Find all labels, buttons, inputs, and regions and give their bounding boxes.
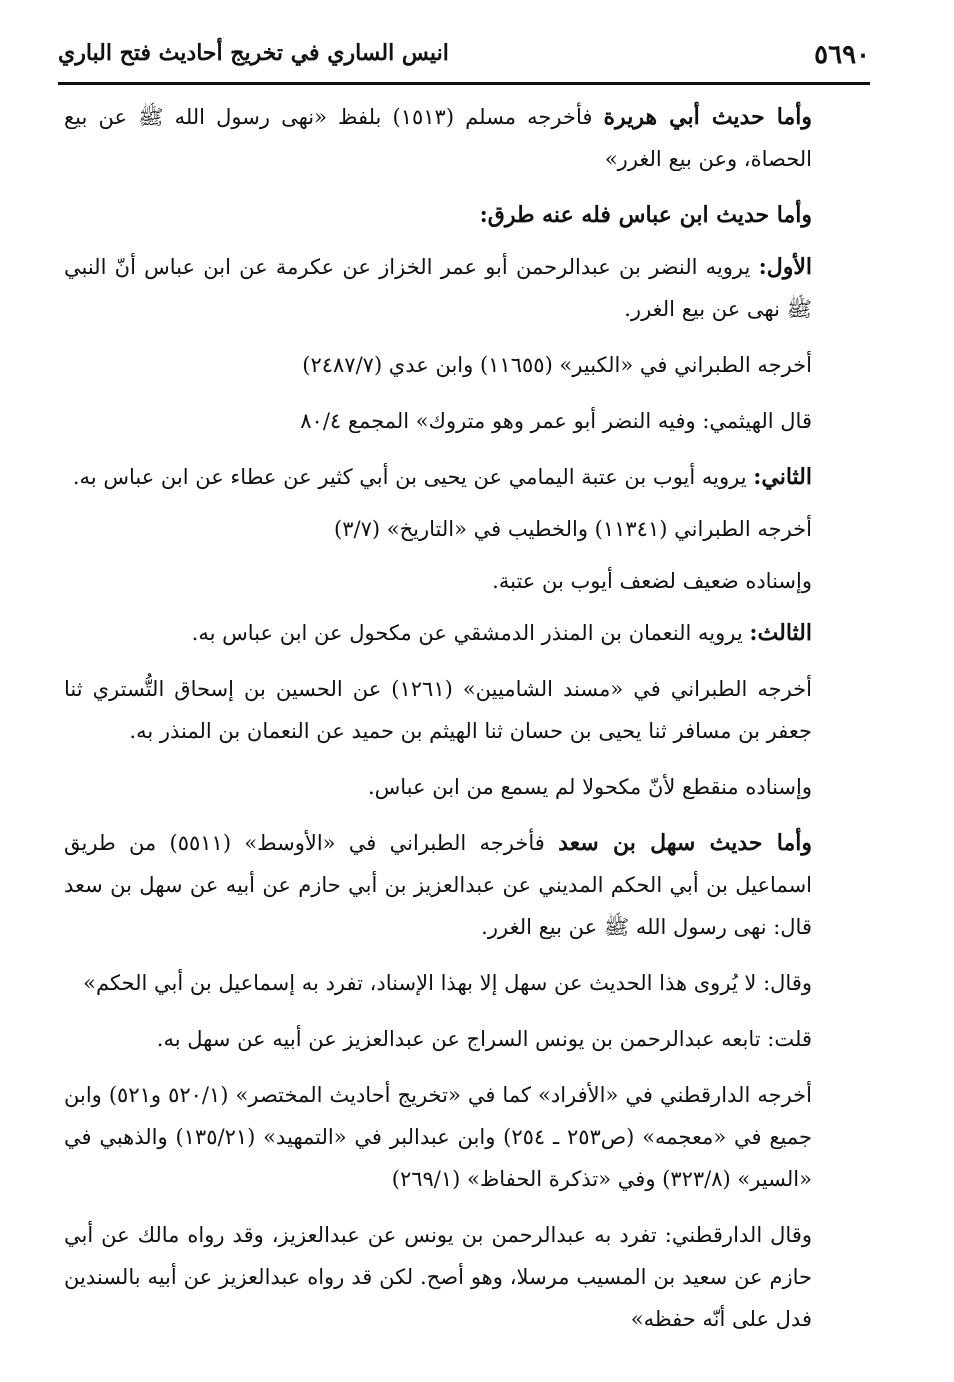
paragraph-takhrij-4 xyxy=(64,1074,872,1200)
paragraph-text: قلت: تابعه عبدالرحمن بن يونس السراج عن عبدالعزيز عن أبيه عن سهل به. xyxy=(156,1027,812,1051)
paragraph-ibn-abbas-heading xyxy=(64,194,872,236)
page-number: ٥٦٩٠ xyxy=(814,40,870,70)
paragraph-isnad-3 xyxy=(64,766,872,808)
paragraph-text: فأخرجه مسلم (١٥١٣) بلفظ «نهى رسول الله ﷺ عن بيع الحصاة، وعن بيع الغرر» xyxy=(64,105,812,171)
paragraph-daraqutni xyxy=(64,1214,872,1340)
paragraph-text: يرويه النضر بن عبدالرحمن أبو عمر الخزاز عن عكرمة عن ابن عباس أنّ النبي ﷺ نهى عن بيع الغرر. xyxy=(64,255,812,321)
paragraph-takhrij-1 xyxy=(64,344,872,386)
paragraph-lead: الثاني: xyxy=(753,464,812,490)
paragraph-text: أخرجه الطبراني في «الكبير» (١١٦٥٥) وابن عدي (٢٤٨٧/٧) xyxy=(302,353,812,377)
paragraph-abu-hurayra xyxy=(64,96,872,180)
paragraph-text: يرويه أيوب بن عتبة اليمامي عن يحيى بن أبي كثير عن عطاء عن ابن عباس به. xyxy=(72,465,754,489)
paragraph-lead: وأما حديث أبي هريرة xyxy=(603,104,813,130)
paragraph-lead: الأول: xyxy=(758,254,812,280)
paragraph-text: يرويه النعمان بن المنذر الدمشقي عن مكحول عن ابن عباس به. xyxy=(191,621,750,645)
paragraph-text: وإسناده ضعيف لضعف أيوب بن عتبة. xyxy=(492,569,812,593)
paragraph-takhrij-2 xyxy=(64,508,872,550)
running-title: انيس الساري في تخريج أحاديث فتح الباري xyxy=(58,40,449,66)
paragraph-text: أخرجه الدارقطني في «الأفراد» كما في «تخريج أحاديث المختصر» (٥٢٠/١ و٥٢١) وابن جميع في «معجمه» (ص٢٥٣ ـ ٢٥٤) وابن عبدالبر في «التمهيد» (١٣٥/٢١) والذهبي في «السير» (٣٢٣/٨) وفي «تذكرة الحفاظ» (٢٦٩/١) xyxy=(64,1083,812,1191)
paragraph-second-route xyxy=(64,456,872,498)
page-header xyxy=(58,34,870,80)
paragraph-text: أخرجه الطبراني (١١٣٤١) والخطيب في «التاريخ» (٣/٧) xyxy=(334,517,812,541)
paragraph-lead: الثالث: xyxy=(749,620,812,646)
paragraph-text: وإسناده منقطع لأنّ مكحولا لم يسمع من ابن عباس. xyxy=(367,775,812,799)
header-rule xyxy=(58,82,870,85)
paragraph-text: قال الهيثمي: وفيه النضر أبو عمر وهو متروك» المجمع ٨٠/٤ xyxy=(300,409,812,433)
paragraph-mutaba xyxy=(64,1018,872,1060)
paragraph-lead: وأما حديث ابن عباس فله عنه طرق: xyxy=(479,202,812,228)
paragraph-sahl-ibn-sad xyxy=(64,822,872,948)
paragraph-first-route xyxy=(64,246,872,330)
paragraph-text: وقال: لا يُروى هذا الحديث عن سهل إلا بهذا الإسناد، تفرد به إسماعيل بن أبي الحكم» xyxy=(83,971,812,995)
page-body xyxy=(64,96,872,1354)
paragraph-lead: وأما حديث سهل بن سعد xyxy=(558,830,813,856)
paragraph-third-route xyxy=(64,612,872,654)
paragraph-text: وقال الدارقطني: تفرد به عبدالرحمن بن يونس عن عبدالعزيز، وقد رواه مالك عن أبي حازم عن سعيد بن المسيب مرسلا، وهو أصح. لكن قد رواه عبدالعزيز عن أبيه بالسندين فدل على أنّه حفظه» xyxy=(64,1223,812,1331)
paragraph-tabarani-note xyxy=(64,962,872,1004)
paragraph-text: أخرجه الطبراني في «مسند الشاميين» (١٢٦١) عن الحسين بن إسحاق التُّستري ثنا جعفر بن مسافر ثنا يحيى بن حسان ثنا الهيثم بن حميد عن النعمان بن المنذر به. xyxy=(64,677,813,743)
paragraph-text: فأخرجه الطبراني في «الأوسط» (٥٥١١) من طريق اسماعيل بن أبي الحكم المديني عن عبدالعزيز بن أبي حازم عن أبيه عن سهل بن سعد قال: نهى رسول الله ﷺ عن بيع الغرر. xyxy=(64,831,812,939)
paragraph-isnad-2 xyxy=(64,560,872,602)
paragraph-takhrij-3 xyxy=(64,668,872,752)
paragraph-haythami xyxy=(64,400,872,442)
